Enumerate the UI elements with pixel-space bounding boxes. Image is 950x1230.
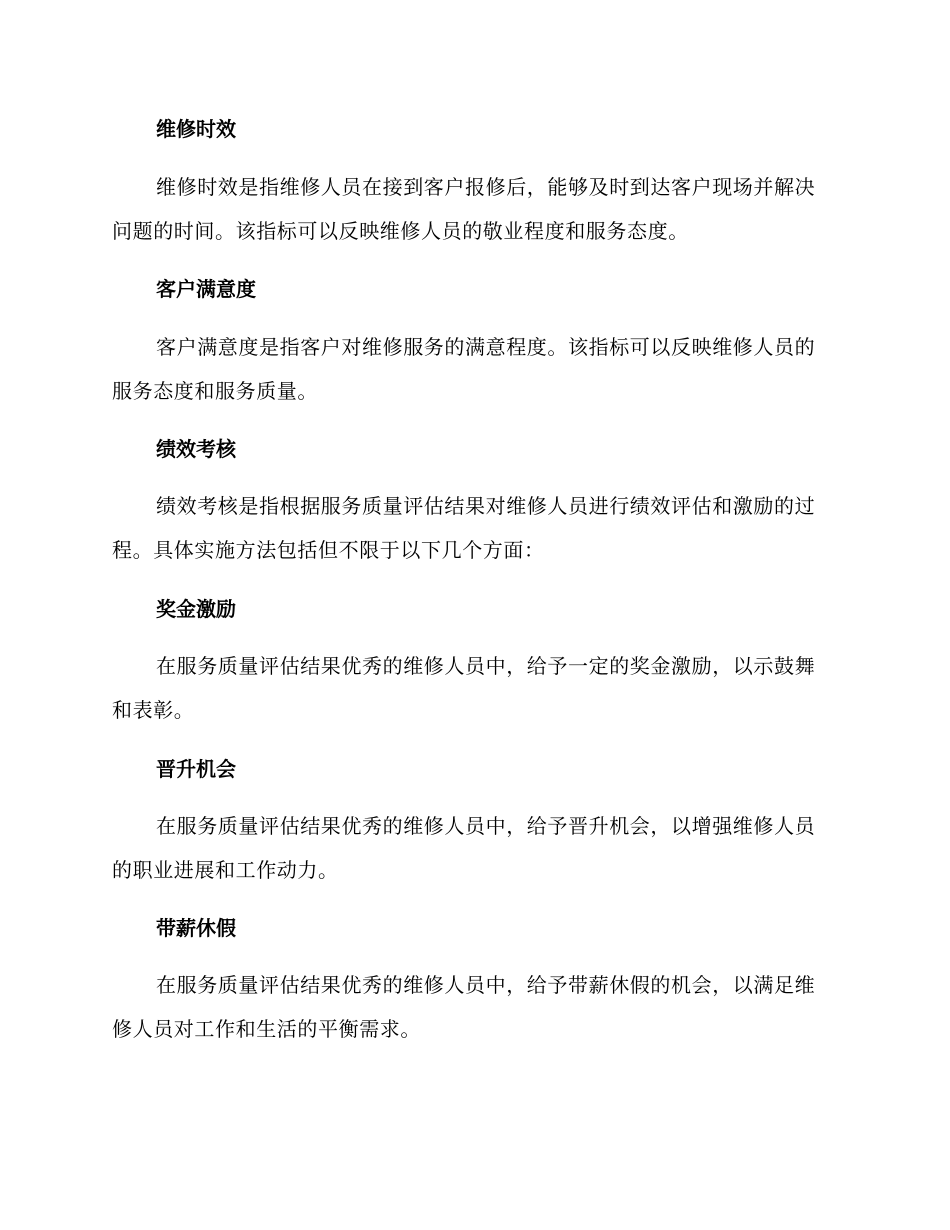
section-heading-performance-review: 绩效考核 [156, 437, 236, 461]
section-body-customer-satisfaction: 客户满意度是指客户对维修服务的满意程度。该指标可以反映维修人员的服务态度和服务质量。 [112, 335, 816, 403]
section-heading-bonus-incentive: 奖金激励 [156, 597, 236, 621]
section-heading-promotion-opportunity: 晋升机会 [156, 757, 236, 781]
section-body-repair-timeliness: 维修时效是指维修人员在接到客户报修后，能够及时到达客户现场并解决问题的时间。该指标可以反映维修人员的敬业程度和服务态度。 [112, 175, 816, 243]
section-body-performance-review: 绩效考核是指根据服务质量评估结果对维修人员进行绩效评估和激励的过程。具体实施方法包括但不限于以下几个方面： [112, 494, 816, 562]
section-body-bonus-incentive: 在服务质量评估结果优秀的维修人员中，给予一定的奖金激励，以示鼓舞和表彰。 [112, 654, 816, 722]
section-heading-repair-timeliness: 维修时效 [156, 117, 236, 141]
section-body-paid-leave: 在服务质量评估结果优秀的维修人员中，给予带薪休假的机会，以满足维修人员对工作和生活的平衡需求。 [112, 973, 816, 1041]
section-heading-paid-leave: 带薪休假 [156, 916, 236, 940]
section-body-promotion-opportunity: 在服务质量评估结果优秀的维修人员中，给予晋升机会，以增强维修人员的职业进展和工作动力。 [112, 814, 816, 882]
section-heading-customer-satisfaction: 客户满意度 [156, 277, 256, 301]
